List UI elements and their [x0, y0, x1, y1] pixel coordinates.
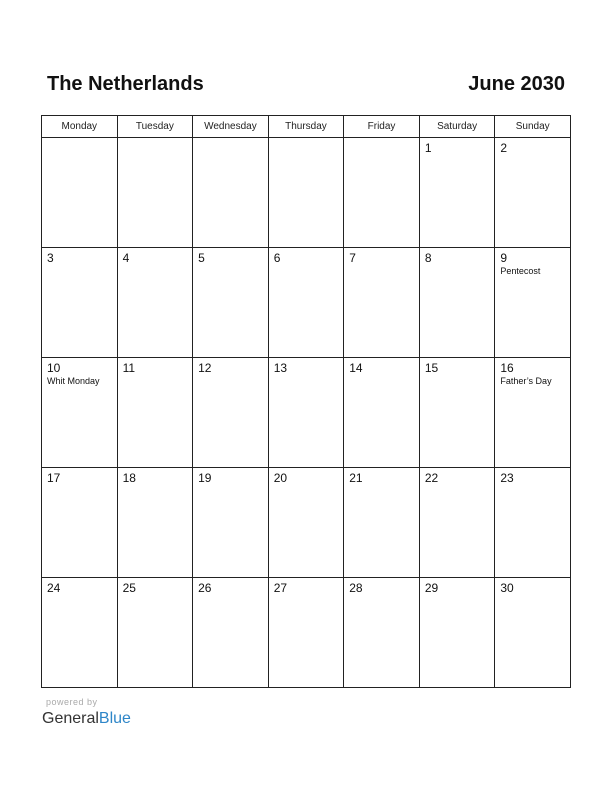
- day-number: 6: [273, 251, 281, 265]
- day-number: 29: [424, 581, 439, 595]
- day-cell: [117, 358, 193, 468]
- powered-by-text: powered by: [46, 697, 98, 707]
- weekday-header: Saturday: [419, 116, 495, 138]
- day-number: 11: [122, 361, 136, 375]
- day-number: 12: [198, 361, 212, 375]
- day-cell: [117, 138, 193, 248]
- day-cell: [419, 578, 495, 688]
- day-cell: [117, 468, 193, 578]
- weekday-header: Friday: [344, 116, 420, 138]
- day-number: 19: [198, 471, 212, 485]
- week-row: [42, 578, 571, 688]
- day-cell: [268, 468, 344, 578]
- day-cell: [42, 138, 118, 248]
- day-number: 18: [122, 471, 136, 485]
- day-number: 26: [198, 581, 212, 595]
- day-number: 22: [424, 471, 439, 485]
- day-cell: [193, 248, 269, 358]
- day-cell: [495, 138, 571, 248]
- day-number: 5: [198, 251, 205, 265]
- day-cell: [419, 248, 495, 358]
- day-cell: [268, 358, 344, 468]
- day-cell: [344, 248, 420, 358]
- day-cell: [117, 578, 193, 688]
- weekday-header: Tuesday: [117, 116, 193, 138]
- day-cell: [344, 358, 420, 468]
- day-number: 28: [349, 581, 363, 595]
- day-cell: [268, 578, 344, 688]
- day-number: 17: [47, 471, 61, 485]
- footer-branding: [42, 697, 131, 729]
- day-cell: [193, 358, 269, 468]
- day-number: 1: [424, 141, 432, 155]
- day-number: 2: [500, 141, 508, 155]
- day-cell: [42, 468, 118, 578]
- day-cell: [419, 358, 495, 468]
- weekday-header: Wednesday: [193, 116, 269, 138]
- day-cell: [42, 248, 118, 358]
- holiday-label: Father’s Day: [500, 376, 552, 386]
- day-number: 3: [47, 251, 54, 265]
- day-cell: [344, 578, 420, 688]
- day-number: 23: [500, 471, 514, 485]
- day-cell: [344, 138, 420, 248]
- day-number: 27: [273, 581, 288, 595]
- holiday-label: Pentecost: [500, 266, 541, 276]
- day-number: 10: [47, 361, 61, 375]
- day-number: 25: [122, 581, 136, 595]
- calendar-grid: [41, 115, 571, 688]
- brand-blue: Blue: [98, 710, 131, 727]
- calendar-country-title: The Netherlands: [47, 73, 204, 95]
- day-cell: [117, 248, 193, 358]
- holiday-label: Whit Monday: [47, 376, 100, 386]
- day-cell: [268, 138, 344, 248]
- brand-general: General: [42, 710, 99, 727]
- brand-logo: [42, 709, 131, 729]
- weekday-header: Monday: [42, 116, 118, 138]
- day-cell: [495, 248, 571, 358]
- week-row: [42, 468, 571, 578]
- day-number: 30: [500, 581, 514, 595]
- day-cell: [344, 468, 420, 578]
- week-row: [42, 248, 571, 358]
- day-number: 14: [349, 361, 363, 375]
- day-number: 8: [424, 251, 432, 265]
- weekday-header: Sunday: [495, 116, 571, 138]
- day-cell: [193, 138, 269, 248]
- day-number: 9: [500, 251, 508, 265]
- day-cell: [42, 578, 118, 688]
- weekday-header-row: [42, 116, 571, 138]
- day-number: 13: [273, 361, 288, 375]
- day-number: 7: [349, 251, 356, 265]
- day-cell: [495, 578, 571, 688]
- week-row: [42, 138, 571, 248]
- day-cell: [193, 468, 269, 578]
- day-number: 15: [424, 361, 439, 375]
- day-number: 21: [349, 471, 363, 485]
- day-cell: [495, 358, 571, 468]
- day-cell: [193, 578, 269, 688]
- day-cell: [268, 248, 344, 358]
- day-cell: [419, 138, 495, 248]
- day-cell: [495, 468, 571, 578]
- calendar-month-title: June 2030: [468, 73, 565, 95]
- day-number: 16: [500, 361, 514, 375]
- day-cell: [419, 468, 495, 578]
- weekday-header: Thursday: [268, 116, 344, 138]
- day-number: 20: [273, 471, 288, 485]
- day-number: 24: [47, 581, 61, 595]
- day-cell: [42, 358, 118, 468]
- day-number: 4: [122, 251, 130, 265]
- week-row: [42, 358, 571, 468]
